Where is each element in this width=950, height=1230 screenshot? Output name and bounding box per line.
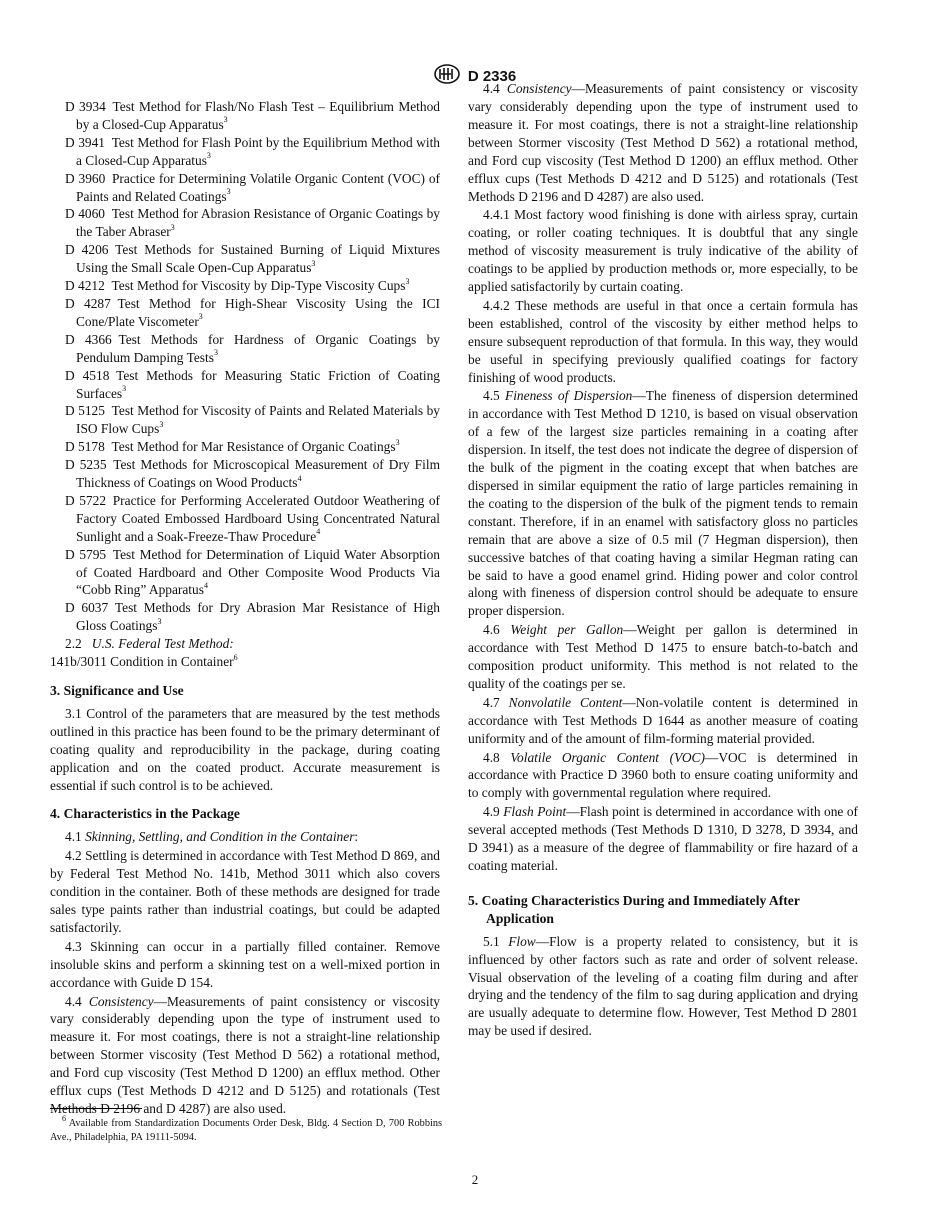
reference-code: D 4366 [65,331,112,347]
reference-footnote-mark: 3 [157,616,162,626]
reference-code: D 3941 [65,134,105,150]
reference-footnote-mark: 3 [122,384,127,394]
reference-item [50,599,440,635]
reference-code: D 4212 [65,278,105,294]
reference-title: Practice for Determining Volatile Organic Content (VOC) of Paints and Related Coatings [76,170,440,204]
reference-item [50,295,440,331]
reference-footnote-mark: 4 [316,527,321,537]
reference-title: Test Method for Mar Resistance of Organic Coatings [111,439,396,455]
reference-code: D 3960 [65,170,106,186]
paragraph-4-9: 4.9 Flash Point—Flash point is determined in accordance with one of several accepted methods (Test Methods D 1310, D 3278, D 3934, and D 3941) as a measure of the degree of flammability or fire hazard of a coating material. [468,804,858,874]
reference-footnote-mark: 3 [170,222,175,232]
reference-footnote-mark: 3 [206,151,211,161]
reference-item [50,456,440,492]
referenced-documents-list [50,98,440,635]
section-5-title: 5. Coating Characteristics During and Immediately After Application [468,892,800,926]
reference-item [50,134,440,170]
section-3-title: 3. Significance and Use [50,683,184,698]
reference-footnote-mark: 3 [311,258,316,268]
reference-code: D 4518 [65,367,110,383]
reference-footnote-mark: 4 [297,473,302,483]
reference-item [50,277,440,295]
reference-title: Test Methods for Sustained Burning of Liquid Mixtures Using the Small Scale Open-Cup Apparatus [76,242,440,276]
reference-item [50,170,440,206]
reference-title: Test Methods for Dry Abrasion Mar Resistance of High Gloss Coatings [76,600,440,634]
reference-code: D 3934 [65,99,106,114]
reference-footnote-mark: 3 [198,312,203,322]
reference-code: D 5178 [65,439,105,455]
footnote-rule [50,1108,142,1109]
page-number: 2 [471,1172,479,1187]
paragraph-4-2: 4.2 Settling is determined in accordance with Test Method D 869, and by Federal Test Method No. 141b, Method 3011 which also covers condition in the container. Both of these methods are designed for trade sales type paints rather than industrial coatings, but could be adapted satisfactorily. [50,848,440,935]
reference-code: D 6037 [65,600,109,616]
reference-item [50,546,440,600]
reference-item [50,492,440,546]
reference-code: D 5722 [65,492,107,508]
reference-title: Test Methods for Measuring Static Friction of Coating Surfaces [76,367,440,401]
section-4-title: 4. Characteristics in the Package [50,806,240,822]
reference-footnote-mark: 3 [223,115,228,125]
reference-title: Test Method for Abrasion Resistance of Organic Coatings by the Taber Abraser [76,206,440,240]
reference-item [50,402,440,438]
paragraph-4-4-continued [468,81,858,205]
paragraph-3-1: 3.1 Control of the parameters that are measured by the test methods outlined in this practice has been found to be the primary determinant of coating quality and reproducibility in the package, during coating application and on the coated product. Accurate measurement is essential if such control is to be achieved. [50,705,440,793]
reference-title: Test Methods for Hardness of Organic Coatings by Pendulum Damping Tests [76,331,440,365]
reference-title: Test Method for Viscosity of Paints and Related Materials by ISO Flow Cups [76,403,440,437]
paragraph-4-4: 4.4 Consistency—Measurements of paint consistency or viscosity vary considerably depending upon the type of instrument used to measure it. For most coatings, there is not a straight-line relationship between Stormer viscosity (Test Method D 562) a rotational method, and Ford cup viscosity (Test Method D 1200) an efflux method. Other efflux cups (Test Methods D 4212 and D 5125) and rotationals (Test Methods D 2196 and D 4287) are also used. [50,993,440,1116]
reference-footnote-mark: 3 [226,187,231,197]
reference-title: Test Method for Viscosity by Dip-Type Viscosity Cups [111,278,406,294]
reference-title: Test Methods for Microscopical Measurement of Dry Film Thickness of Coatings on Wood Products [76,457,440,491]
reference-code: D 5795 [65,546,107,562]
reference-footnote-mark: 4 [203,581,208,590]
footnote-6: $^6$ Available from Standardization Documents Order Desk, Bldg. 4 Section D, 700 Robbins Ave., Philadelphia, PA 19111-5094. [50,1113,442,1143]
reference-item [50,438,440,456]
reference-title: Test Method for Flash/No Flash Test – Equilibrium Method by a Closed-Cup Apparatus [76,99,440,132]
reference-code: D 4287 [65,295,111,311]
reference-item [50,331,440,367]
right-column [468,81,858,1041]
paragraph-4-5: 4.5 Fineness of Dispersion—The fineness of dispersion determined in accordance with Test Method D 1210, is based on visual observation of a few of the largest size particles remaining in a coating after dispersion. In itself, the test does not indicate the degree of dispersion of the bulk of the pigment in the coating except that when batches are dispersed in similar equipment the ratio of large particles remaining in the coating to the dispersion of the bulk of the pigment tends to remain constant. Therefore, if in an enamel with satisfactory gloss no particles remain that are above a size of 0.5 mil (7 Hegman dispersion), then successive batches of that coating having a similar Hegman rating can be said to have a good enamel grind. Hiding power and color control along with fineness of dispersion control should be adequate to ensure proper dispersion. [468,388,858,619]
reference-title: Test Method for Determination of Liquid Water Absorption of Coated Hardboard and Other Composite Wood Products Via “Cobb Ring” Apparatus [76,546,440,598]
paragraph-4-8: 4.8 Volatile Organic Content (VOC)—VOC is determined in accordance with Practice D 3960 both to ensure coating uniformity and to comply with governmental regulation where required. [468,749,858,801]
reference-footnote-mark: 3 [405,276,410,286]
federal-method-heading: 2.2 U.S. Federal Test Method: [65,636,234,652]
reference-footnote-mark: 3 [213,348,218,358]
reference-footnote-mark: 3 [395,437,400,447]
reference-code: D 5235 [65,457,107,473]
left-column [50,98,440,1116]
reference-title: Practice for Performing Accelerated Outdoor Weathering of Factory Coated Embossed Hardboard Using Concentrated Natural Sunlight and a Soak-Freeze-Thaw Procedure [76,492,440,544]
paragraph-4-1: 4.1 Skinning, Settling, and Condition in the Container: [65,829,359,845]
reference-item [50,205,440,241]
paragraph-4-6: 4.6 Weight per Gallon—Weight per gallon is determined in accordance with Test Method D 1475 to ensure batch-to-batch and composition product uniformity. This method is not related to the quality of the coatings per se. [468,622,858,691]
paragraph-4-7: 4.7 Nonvolatile Content—Non-volatile content is determined in accordance with Test Methods D 1644 as another measure of coating uniformity and of the amount of film-forming material provided. [468,694,858,746]
paragraph-4-4-1: 4.4.1 Most factory wood finishing is done with airless spray, curtain coating, or roller coating techniques. It is doubtful that any single method of viscosity measurement is truly indicative of the ability of coatings to be applied by production methods or, more especially, to be applied satisfactorily by curtain coating. [468,207,858,295]
reference-item [50,98,440,134]
reference-item [50,241,440,277]
reference-title: Test Method for High-Shear Viscosity Using the ICI Cone/Plate Viscometer [76,295,440,329]
federal-method-item: 141b/3011 Condition in Container$^6$ [50,652,238,670]
paragraph-4-3: 4.3 Skinning can occur in a partially filled container. Remove insoluble skins and perform a skinning test on a well-mixed portion in accordance with Guide D 154. [50,938,440,990]
astm-logo-icon [434,64,460,89]
paragraph-5-1: 5.1 Flow—Flow is a property related to consistency, but it is influenced by other factors such as rate and order of solvent release. Visual observation of the leveling of a coating film during and after drying and the tendency of the film to sag during application and drying are usually adequate to determine flow. However, Test Method D 2801 may be used if desired. [468,933,858,1039]
reference-code: D 5125 [65,403,105,419]
reference-code: D 4206 [65,242,109,258]
paragraph-4-4-2: 4.4.2 These methods are useful in that once a certain formula has been established, control of the viscosity by either method helps to ensure subsequent reproduction of that formula. In this way, they would be useful in specifying previously qualified coatings for factory finishing of wood products. [468,297,858,385]
reference-code: D 4060 [65,206,105,222]
document-designation: D 2336 [467,68,517,85]
reference-title: Test Method for Flash Point by the Equilibrium Method with a Closed-Cup Apparatus [76,134,440,168]
reference-footnote-mark: 3 [159,419,164,429]
reference-item [50,367,440,403]
paragraph-4-4-continued-text: 4.4 Consistency—Measurements of paint consistency or viscosity vary considerably depending upon the type of instrument used to measure it. For most coatings, there is not a straight-line relationship between Stormer viscosity (Test Method D 562) a rotational method, and Ford cup viscosity (Test Method D 1200) an efflux method. Other efflux cups (Test Methods D 4212 and D 5125) and rotationals (Test Methods D 2196 and D 4287) are also used. [468,81,858,204]
